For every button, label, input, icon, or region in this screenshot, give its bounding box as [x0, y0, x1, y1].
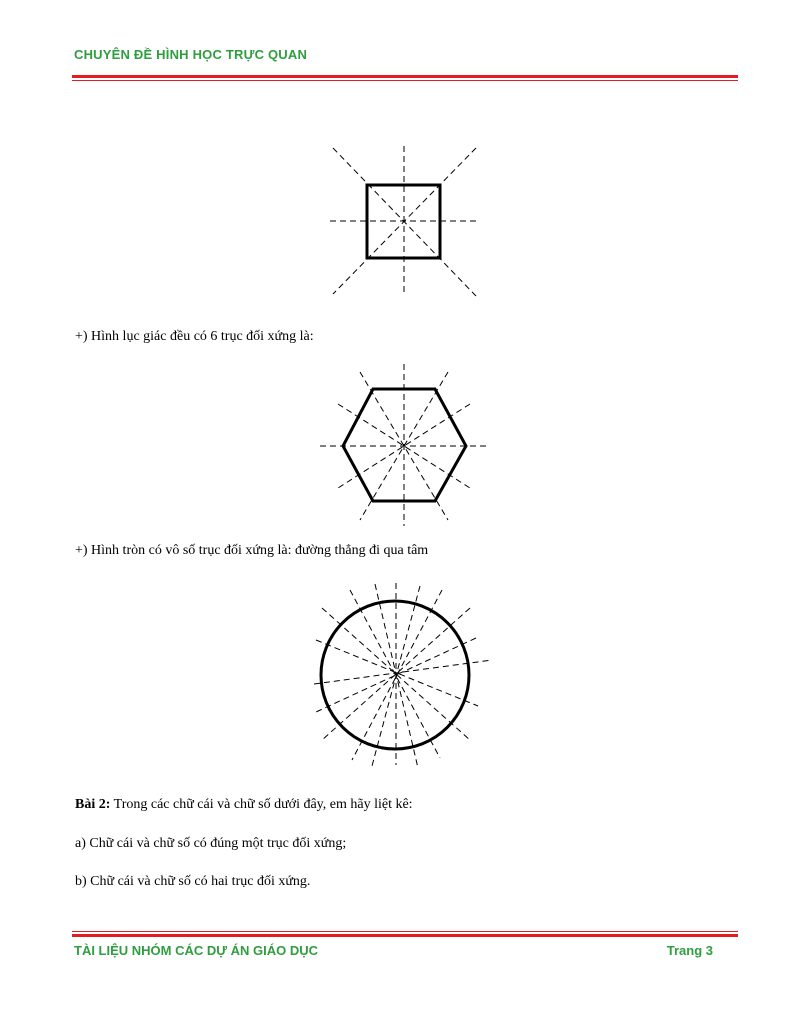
- circle-text: +) Hình tròn có vô số trục đối xứng là: đường thẳng đi qua tâm: [75, 543, 429, 558]
- hexagon-text: +) Hình lục giác đều có 6 trục đối xứng là:: [75, 329, 314, 344]
- footer-rule-thin: [72, 931, 738, 932]
- footer-rule: [72, 934, 738, 937]
- exercise-line: [75, 796, 413, 814]
- exercise-label: Bài 2:: [75, 797, 111, 812]
- exercise-text: Trong các chữ cái và chữ số dưới đây, em hãy liệt kê:: [110, 797, 413, 812]
- footer-title: TÀI LIỆU NHÓM CÁC DỰ ÁN GIÁO DỤC: [74, 943, 319, 958]
- page-number: Trang 3: [666, 943, 713, 958]
- exercise-item-b: b) Chữ cái và chữ số có hai trục đối xứng.: [75, 874, 311, 889]
- page-header-title: CHUYÊN ĐỀ HÌNH HỌC TRỰC QUAN: [74, 47, 308, 62]
- exercise-item-a: a) Chữ cái và chữ số có đúng một trục đối xứng;: [75, 836, 347, 851]
